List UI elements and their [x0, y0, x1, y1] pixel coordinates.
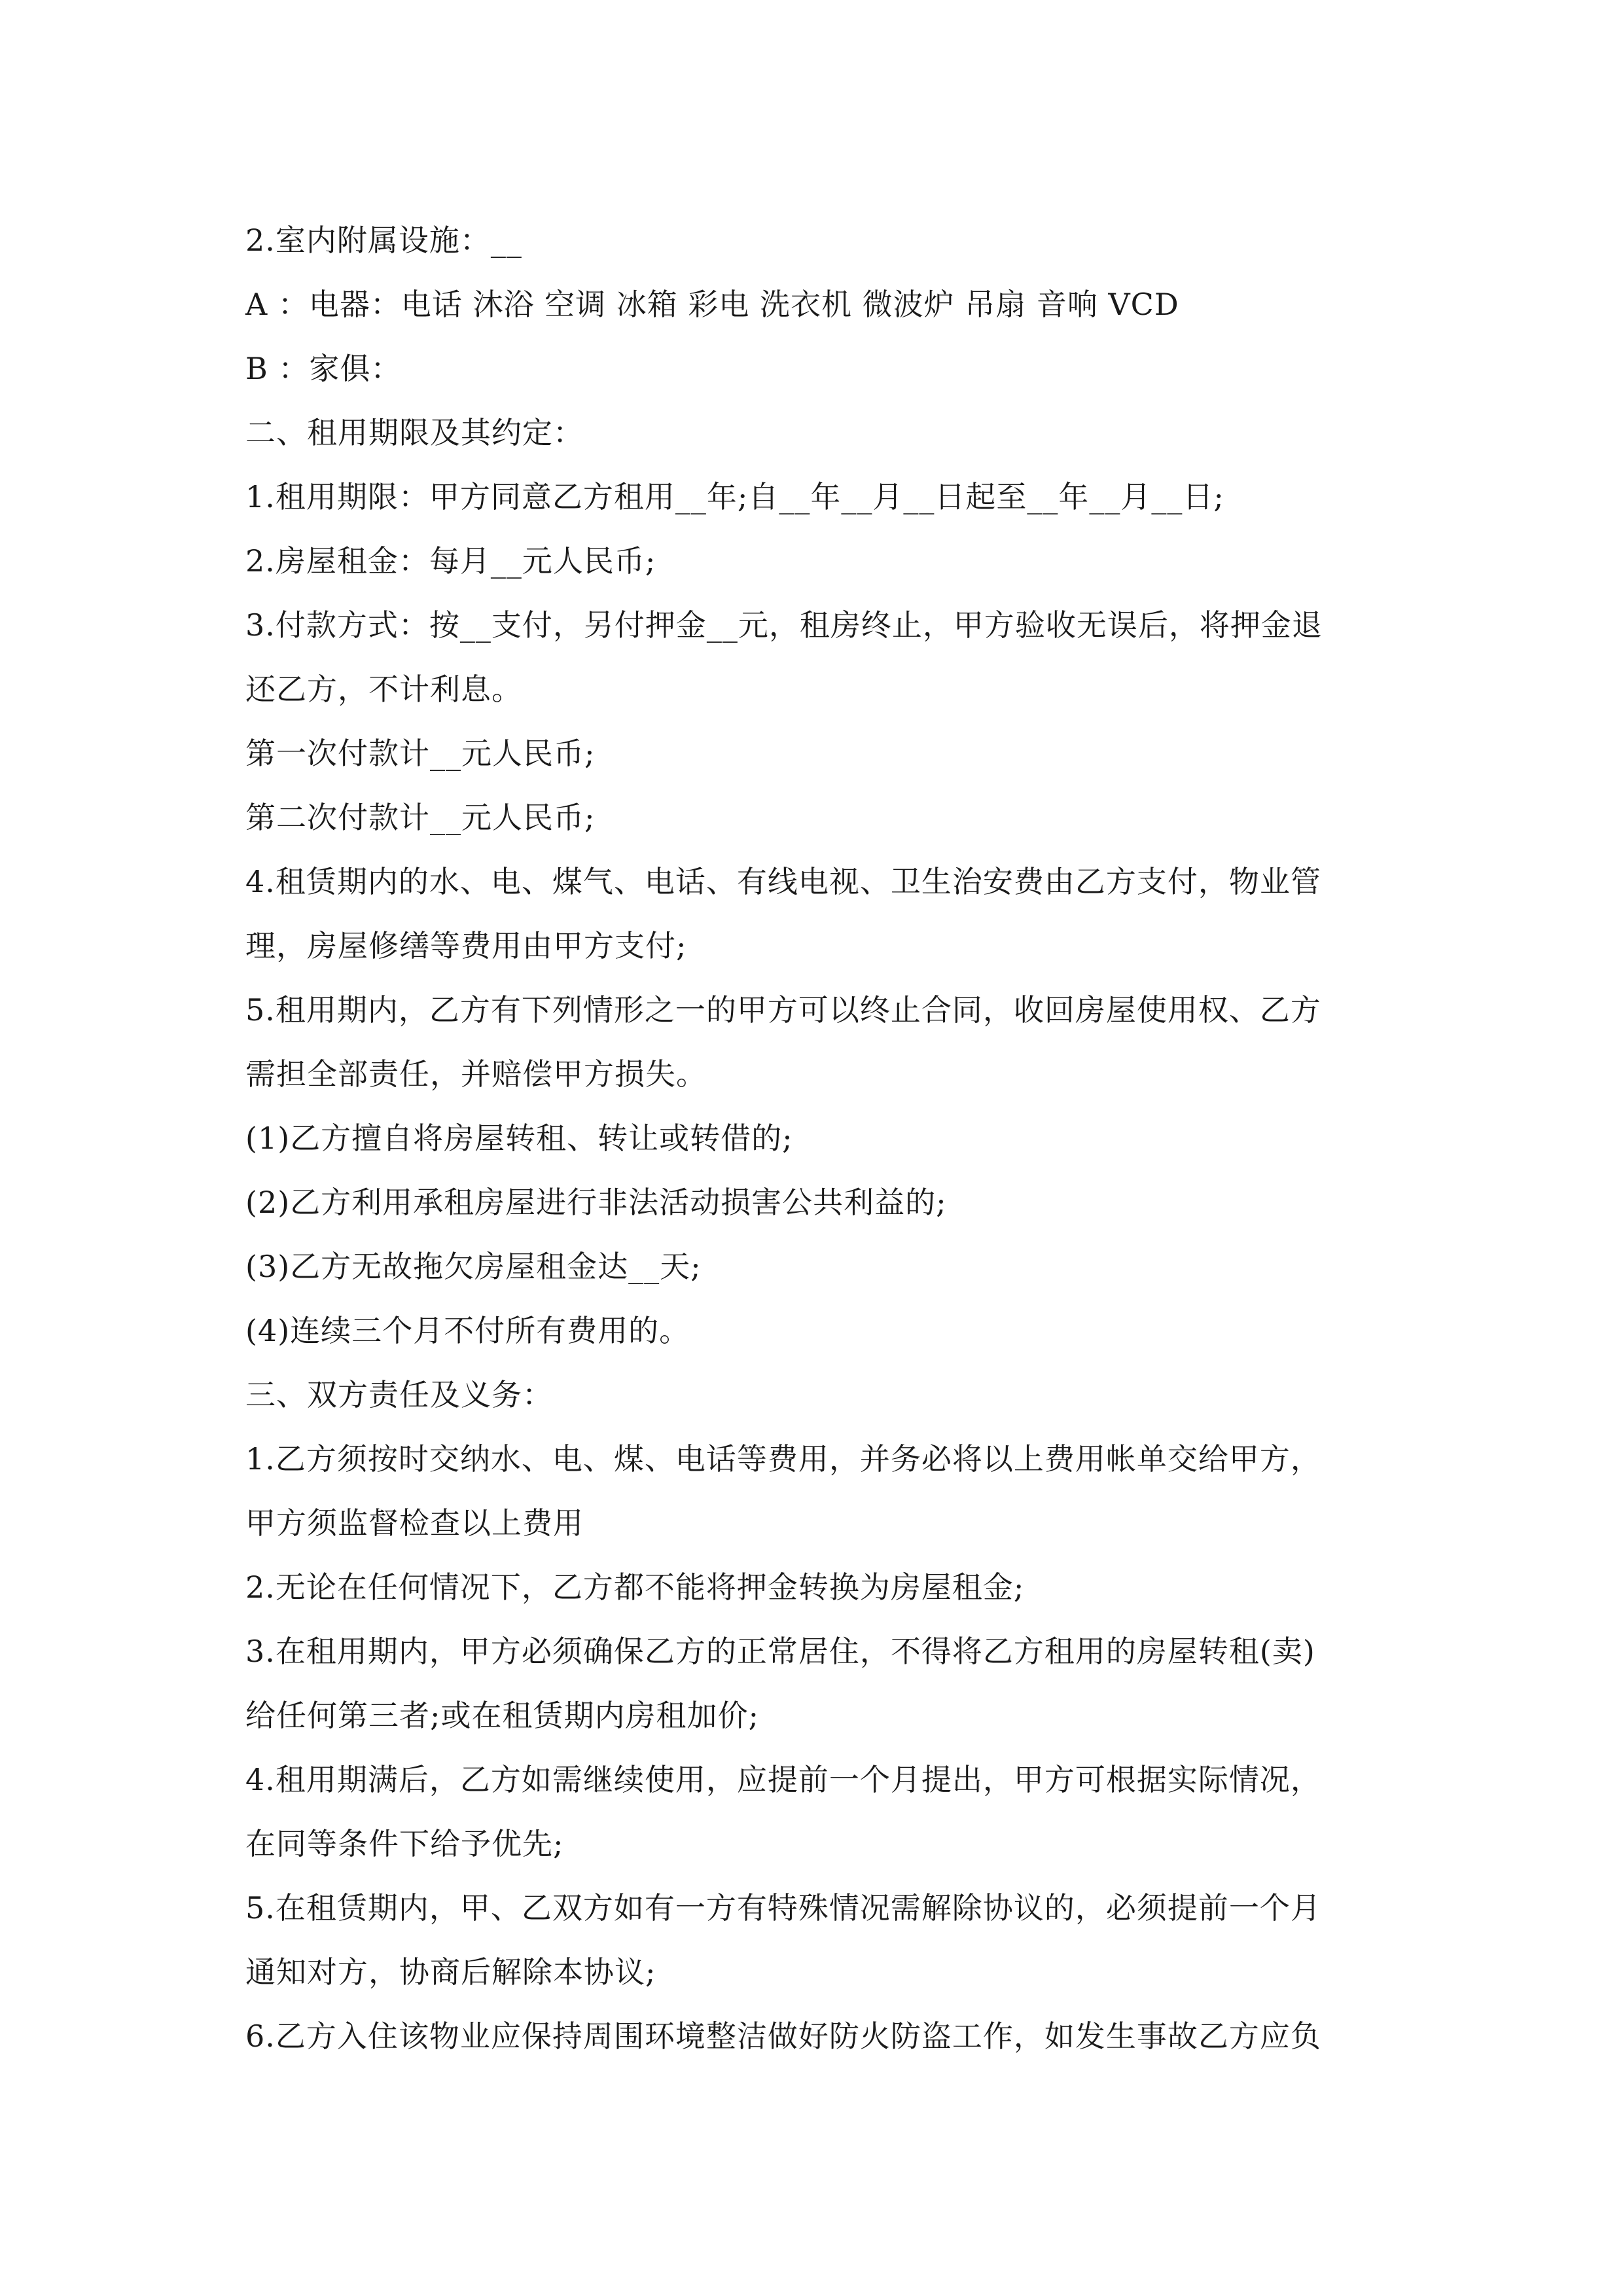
text-line: 理，房屋修缮等费用由甲方支付;: [245, 928, 687, 963]
text-line: 需担全部责任，并赔偿甲方损失。: [245, 1056, 707, 1092]
section-heading: 三、双方责任及义务：: [245, 1377, 553, 1412]
section-heading: 二、租用期限及其约定：: [245, 415, 584, 450]
text-line: 通知对方，协商后解除本协议;: [245, 1954, 656, 1990]
text-line: 1.乙方须按时交纳水、电、煤、电话等费用，并务必将以上费用帐单交给甲方，: [245, 1441, 1321, 1477]
text-line: 2.房屋租金：每月__元人民币;: [245, 543, 656, 579]
text-line: 1.租用期限：甲方同意乙方租用__年;自__年__月__日起至__年__月__日;: [245, 479, 1224, 514]
text-line: 4.租用期满后，乙方如需继续使用，应提前一个月提出，甲方可根据实际情况，: [245, 1762, 1321, 1797]
text-line: 5.在租赁期内，甲、乙双方如有一方有特殊情况需解除协议的，必须提前一个月: [245, 1890, 1321, 1926]
document-body: [245, 208, 1397, 2068]
text-line: 在同等条件下给予优先;: [245, 1826, 564, 1861]
text-line: 甲方须监督检查以上费用: [245, 1505, 584, 1541]
text-line: 4.租赁期内的水、电、煤气、电话、有线电视、卫生治安费由乙方支付，物业管: [245, 864, 1321, 899]
text-line: 给任何第三者;或在租赁期内房租加价;: [245, 1698, 759, 1733]
text-line: (2)乙方利用承租房屋进行非法活动损害公共利益的;: [245, 1185, 947, 1220]
text-line: A ：电器：电话 沐浴 空调 冰箱 彩电 洗衣机 微波炉 吊扇 音响 VCD: [245, 287, 1179, 322]
text-line: 6.乙方入住该物业应保持周围环境整洁做好防火防盗工作，如发生事故乙方应负: [245, 2018, 1321, 2054]
text-line: 还乙方，不计利息。: [245, 672, 522, 707]
text-line: (3)乙方无故拖欠房屋租金达__天;: [245, 1249, 702, 1284]
text-line: B ：家俱：: [245, 351, 402, 386]
text-line: 3.在租用期内，甲方必须确保乙方的正常居住，不得将乙方租用的房屋转租(卖): [245, 1634, 1315, 1669]
text-line: 2.室内附属设施：__: [245, 223, 522, 258]
text-line: (1)乙方擅自将房屋转租、转让或转借的;: [245, 1121, 793, 1156]
text-line: 5.租用期内，乙方有下列情形之一的甲方可以终止合同，收回房屋使用权、乙方: [245, 992, 1321, 1028]
text-line: 2.无论在任何情况下，乙方都不能将押金转换为房屋租金;: [245, 1570, 1025, 1605]
text-line: 3.付款方式：按__支付，另付押金__元，租房终止，甲方验收无误后，将押金退: [245, 607, 1323, 643]
text-line: 第一次付款计__元人民币;: [245, 736, 596, 771]
text-line: (4)连续三个月不付所有费用的。: [245, 1313, 690, 1348]
text-line: 第二次付款计__元人民币;: [245, 800, 596, 835]
